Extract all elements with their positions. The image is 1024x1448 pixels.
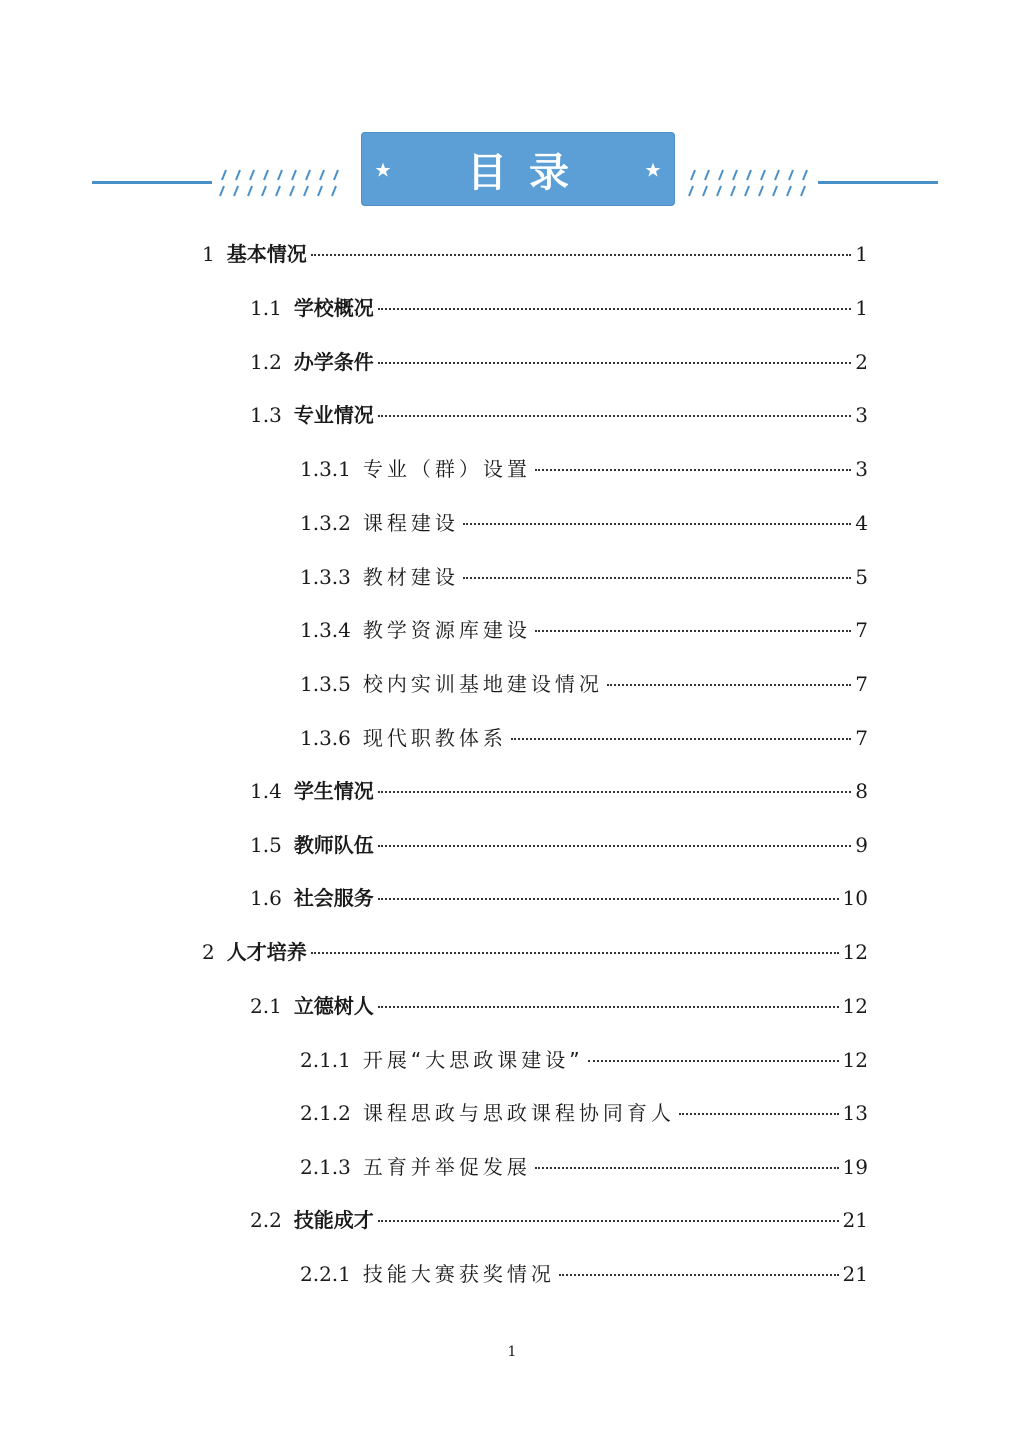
toc-entry-1-1[interactable]: 1.1 学校概况 1 xyxy=(250,296,868,320)
toc-entry-1[interactable]: 1 基本情况 1 xyxy=(202,242,868,266)
toc-entry-1-2[interactable]: 1.2 办学条件 2 xyxy=(250,350,868,374)
toc-entry-2[interactable]: 2 人才培养 12 xyxy=(202,940,868,964)
toc-entry-2-2-1[interactable]: 2.2.1 技能大赛获奖情况 21 xyxy=(300,1262,868,1286)
header-rule-left xyxy=(92,181,212,184)
toc-entry-1-3[interactable]: 1.3 专业情况 3 xyxy=(250,403,868,427)
toc-entry-2-1[interactable]: 2.1 立德树人 12 xyxy=(250,994,868,1018)
page-number: 1 xyxy=(507,1344,517,1360)
toc-entry-2-2[interactable]: 2.2 技能成才 21 xyxy=(250,1208,868,1232)
toc-entry-1-3-4[interactable]: 1.3.4 教学资源库建设 7 xyxy=(300,618,868,642)
slash-pattern-right xyxy=(687,166,815,200)
slash-pattern-left xyxy=(218,166,346,200)
page-title: 目录 xyxy=(467,149,591,196)
toc-entry-1-6[interactable]: 1.6 社会服务 10 xyxy=(250,886,868,910)
toc-entry-1-3-6[interactable]: 1.3.6 现代职教体系 7 xyxy=(300,726,868,750)
toc-entry-1-3-2[interactable]: 1.3.2 课程建设 4 xyxy=(300,511,868,535)
toc-entry-1-5[interactable]: 1.5 教师队伍 9 xyxy=(250,833,868,857)
star-icon xyxy=(645,162,661,178)
header-rule-right xyxy=(818,181,938,184)
toc-entry-2-1-3[interactable]: 2.1.3 五育并举促发展 19 xyxy=(300,1155,868,1179)
toc-entry-2-1-2[interactable]: 2.1.2 课程思政与思政课程协同育人 13 xyxy=(300,1101,868,1125)
toc-entry-2-1-1[interactable]: 2.1.1 开展“大思政课建设” 12 xyxy=(300,1048,868,1072)
toc-entry-1-4[interactable]: 1.4 学生情况 8 xyxy=(250,779,868,803)
toc-entry-1-3-1[interactable]: 1.3.1 专业（群）设置 3 xyxy=(300,457,868,481)
toc-header-banner xyxy=(0,130,1024,210)
toc-title-box xyxy=(361,132,675,206)
toc-entry-1-3-3[interactable]: 1.3.3 教材建设 5 xyxy=(300,565,868,589)
toc-entry-1-3-5[interactable]: 1.3.5 校内实训基地建设情况 7 xyxy=(300,672,868,696)
